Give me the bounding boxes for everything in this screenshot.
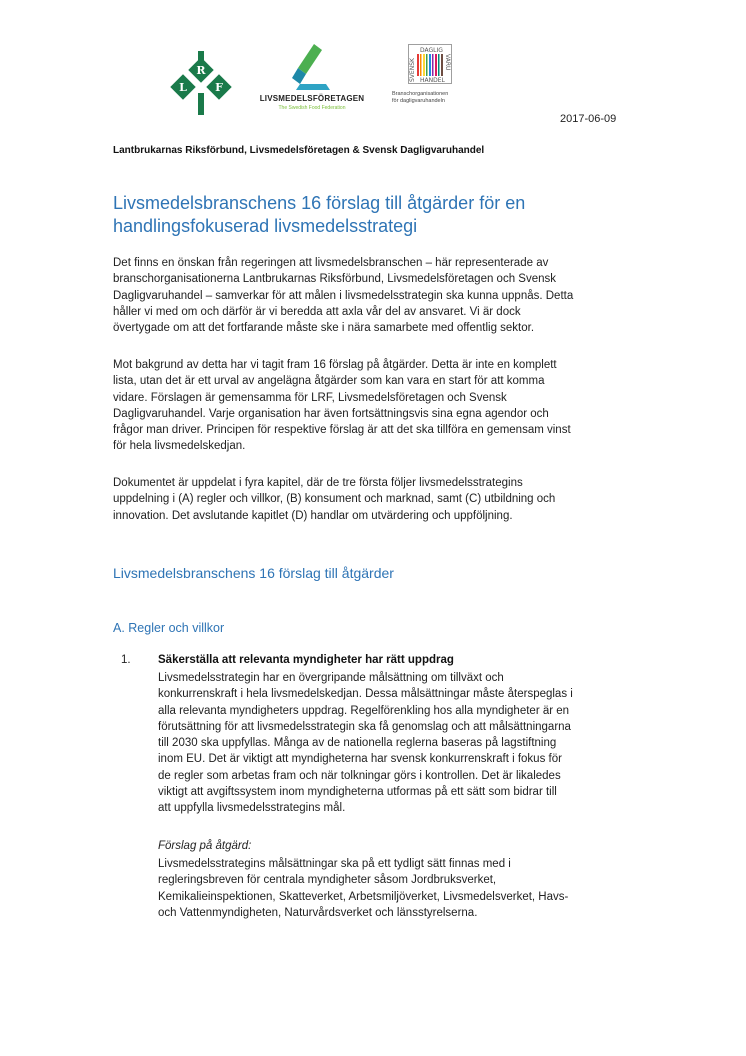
- chapter-heading: A. Regler och villkor: [113, 621, 225, 635]
- text-line: frågor man driver. Principen för respektive förslag är att det ska tillföra en gemensam vinst: [113, 424, 571, 437]
- text-line: inom EU. Det är viktigt att myndigheterna har svensk konkurrenskraft i fokus för: [158, 753, 562, 766]
- list-item-number: 1.: [121, 654, 131, 666]
- text-line: Kemikalieinspektionen, Skatteverket, Arbetsmiljöverket, Livsmedelsverket, Havs-: [158, 890, 569, 903]
- text-line: övertygade om att det fortfarande måste ske i nära samarbete med offentlig sektor.: [113, 322, 535, 335]
- section-heading: Livsmedelsbranschens 16 förslag till åtgärder: [113, 565, 394, 581]
- text-line: att uppfylla livsmedelsstrategins mål.: [158, 802, 346, 815]
- text-line: Dagligvaruhandel. Varje organisation har även fortsättningsvis sina egna agendor och: [113, 407, 549, 420]
- sd-subtitle-line-2: för dagligvaruhandeln: [392, 98, 445, 104]
- text-line: Dokumentet är uppdelat i fyra kapitel, där de tre första följer livsmedelsstrategins: [113, 477, 523, 489]
- lmf-mark-icon: [292, 44, 332, 90]
- text-line: Dagligvaruhandel – samverkar för att målen i livsmedelsstrategin ska kunna uppnås. Detta: [113, 289, 574, 302]
- lrf-letter-r: R: [196, 64, 206, 77]
- text-line: för hela livsmedelskedjan.: [113, 440, 246, 453]
- intro-paragraph-1: [113, 255, 633, 336]
- text-line: de regler som arbetas fram och när tolkningar görs i kontrollen. Det är likaledes: [158, 769, 561, 782]
- text-line: vidare. Förslagen är gemensamma för LRF, Livsmedelsföretagen och Svensk: [113, 391, 507, 404]
- sd-subtitle: [392, 91, 482, 105]
- text-line: regleringsbreven för centrala myndigheter såsom Jordbruksverket,: [158, 874, 497, 887]
- text-line: till 2030 ska uppfyllas. Många av de nationella reglerna baseras på lagstiftning: [158, 737, 557, 750]
- proposal-body: [158, 856, 618, 921]
- text-line: lista, utan det är ett urval av angelägna åtgärder som kan vara en start för att komma: [113, 375, 545, 388]
- text-line: Det finns en önskan från regeringen att livsmedelsbranschen – här representerade av: [113, 257, 549, 269]
- sd-word-varu: VARU: [444, 54, 451, 71]
- list-item-title: Säkerställa att relevanta myndigheter har rätt uppdrag: [158, 654, 454, 666]
- text-line: håller vi med om och därför är vi beredda att axla vår del av ansvaret. Vi är dock: [113, 305, 521, 318]
- document-title: Livsmedelsbranschens 16 förslag till åtgärder för en handlingsfokuserad livsmedelsstrategi: [113, 193, 526, 236]
- lrf-letter-l: L: [179, 81, 187, 94]
- sd-subtitle-line-1: Branschorganisationen: [392, 91, 449, 97]
- text-line: uppdelning i (A) regler och villkor, (B) konsument och marknad, samt (C) utbildning och: [113, 493, 556, 506]
- text-line: och Vattenmyndigheten, Naturvårdsverket och länsstyrelserna.: [158, 906, 478, 919]
- organisations-line: Lantbrukarnas Riksförbund, Livsmedelsföretagen & Svensk Dagligvaruhandel: [113, 145, 485, 156]
- document-date: 2017-06-09: [560, 113, 617, 125]
- list-item-body: [158, 670, 618, 817]
- text-line: branschorganisationerna Lantbrukarnas Riksförbund, Livsmedelsföretagen och Svensk: [113, 273, 557, 286]
- sd-word-svensk: SVENSK: [409, 58, 416, 82]
- lrf-letter-f: F: [215, 81, 223, 94]
- intro-paragraph-3: [113, 475, 633, 524]
- lmf-subtitle: The Swedish Food Federation: [278, 105, 346, 111]
- text-line: Mot bakgrund av detta har vi tagit fram 16 förslag på åtgärder. Detta är inte en komplett: [113, 359, 557, 371]
- text-line: alla relevanta myndigheters uppdrag. Regelförenkling hos alla myndigheter är en: [158, 704, 570, 717]
- text-line: Livsmedelsstrategin har en övergripande målsättning om tillväxt och: [158, 672, 504, 684]
- svensk-dagligvaruhandel-logo: [392, 44, 482, 118]
- text-line: viktigt att avgiftssystem inom myndigheterna utformas på ett sätt som bidrar till: [158, 786, 557, 799]
- sd-word-daglig: DAGLIG: [420, 47, 443, 54]
- proposal-label: Förslag på åtgärd:: [158, 840, 252, 852]
- intro-paragraph-2: [113, 357, 633, 455]
- lmf-name: LIVSMEDELSFÖRETAGEN: [259, 94, 365, 103]
- text-line: Livsmedelsstrategins målsättningar ska på ett tydligt sätt finnas med i: [158, 858, 511, 870]
- livsmedelsforetagen-logo: [256, 44, 368, 118]
- text-line: konkurrenskraft i hela livsmedelskedjan. Dessa målsättningar måste återspeglas i: [158, 688, 573, 701]
- lrf-logo: [166, 49, 236, 117]
- sd-barcode-icon: [408, 44, 452, 84]
- text-line: förutsättning för att livsmedelsstrategin ska få genomslag och att målsättningarna: [158, 720, 571, 733]
- sd-word-handel: HANDEL: [420, 77, 445, 84]
- text-line: innovation. Det avslutande kapitlet (D) handlar om utvärdering och uppföljning.: [113, 509, 513, 522]
